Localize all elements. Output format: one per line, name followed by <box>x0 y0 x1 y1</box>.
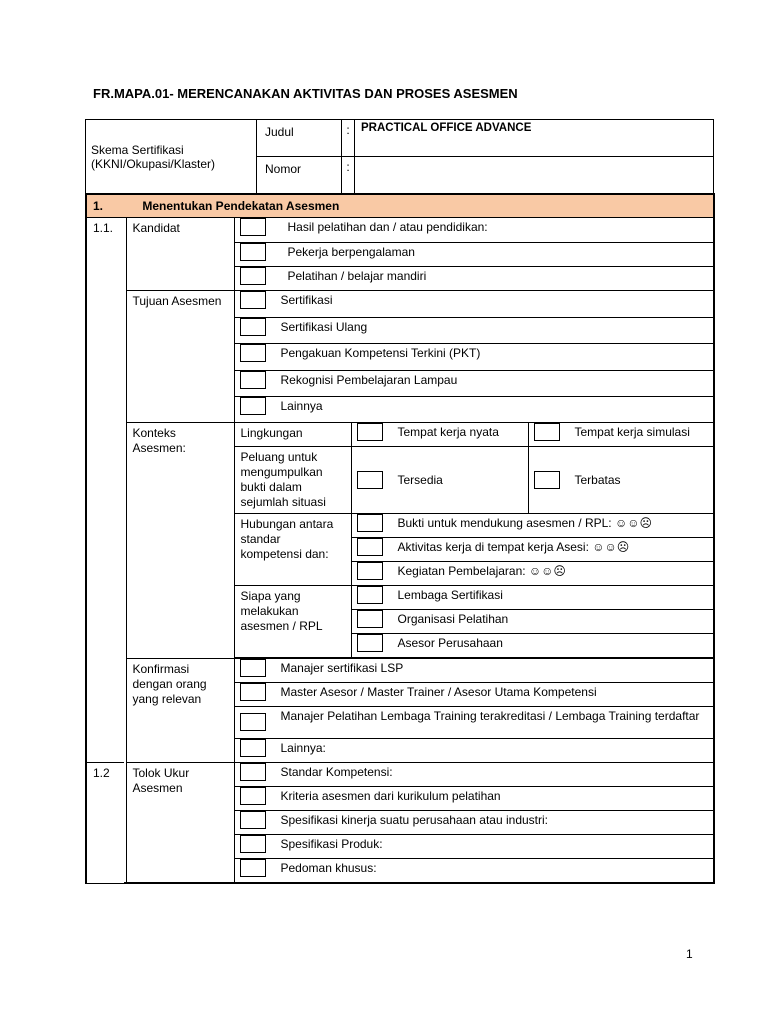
section-title: Menentukan Pendekatan Asesmen <box>142 199 340 213</box>
checkbox[interactable] <box>357 586 383 604</box>
checkbox[interactable] <box>534 471 560 489</box>
checkbox[interactable] <box>357 471 383 489</box>
kandidat-label: Kandidat <box>126 218 234 291</box>
konteks-label: Konteks Asesmen: <box>126 423 234 659</box>
checkbox[interactable] <box>240 318 266 336</box>
checkbox[interactable] <box>357 423 383 441</box>
checkbox[interactable] <box>240 763 266 781</box>
checkbox[interactable] <box>357 538 383 556</box>
checkbox[interactable] <box>240 811 266 829</box>
page-number: 1 <box>686 947 693 961</box>
nomor-colon: : <box>342 157 355 194</box>
tujuan-label: Tujuan Asesmen <box>126 291 234 423</box>
siapa-label: Siapa yang melakukan asesmen / RPL <box>234 586 351 658</box>
judul-value[interactable]: PRACTICAL OFFICE ADVANCE <box>355 120 714 157</box>
checkbox[interactable] <box>240 218 266 236</box>
hubungan-label: Hubungan antara standar kompetensi dan: <box>234 514 351 586</box>
schema-label: Skema Sertifikasi (KKNI/Okupasi/Klaster) <box>86 120 257 194</box>
lingkungan-label: Lingkungan <box>234 423 351 447</box>
checkbox[interactable] <box>357 514 383 532</box>
checkbox[interactable] <box>240 683 266 701</box>
checkbox[interactable] <box>357 634 383 652</box>
judul-label: Judul <box>257 120 342 157</box>
checkbox[interactable] <box>240 659 266 677</box>
schema-table <box>85 119 714 194</box>
checkbox[interactable] <box>240 787 266 805</box>
konfirmasi-label: Konfirmasi dengan orang yang relevan <box>126 659 234 763</box>
sub-number-1-2: 1.2 <box>87 762 124 883</box>
checkbox[interactable] <box>240 371 266 389</box>
checkbox[interactable] <box>240 397 266 415</box>
sub-number-1-1: 1.1. <box>86 218 126 883</box>
nomor-label: Nomor <box>257 157 342 194</box>
assessment-table: 1. Menentukan Pendekatan Asesmen 1.1. Kandidat Hasil pelatihan dan / atau pendidikan: Pekerja berpengalaman Pelatihan / belajar mandiri Tujuan Asesmen Sertifikasi Sertifikasi Ulang Pengakuan Kompetensi Terkini (PKT) Rekognisi Pembelajaran Lampau Lainnya Konteks Asesmen: Lingkungan Tempat kerja nyata Tempat kerja simulasi Peluang untuk mengumpulkan bukti dalam sejumlah situasi Tersedia Terbatas Hubungan antara standar kompetensi dan: Bukti untuk mendukung asesmen / RPL: ☺☺☹ Aktivitas kerja di tempat kerja Asesi: ☺☺☹ Kegiatan Pembelajaran: ☺☺☹ Siapa yang melakukan asesmen / RPL Lembaga Sertifikasi Organisasi Pelatihan Asesor Perusahaan Konfirmasi dengan orang yang relevan Manajer sertifikasi LSP Master Asesor / Master Trainer / Asesor Utama Kompetensi Manajer Pelatihan Lembaga Training terakreditasi / Lembaga Training terdaftar Lainnya: Tolok Ukur Asesmen Standar Kompetensi: Kriteria asesmen dari kurikulum pelatihan Spesifikasi kinerja suatu perusahaan atau industri: Spesifikasi Produk: Pedoman khusus: <box>85 193 715 884</box>
tolok-label: Tolok Ukur Asesmen <box>126 763 234 883</box>
checkbox[interactable] <box>240 713 266 731</box>
checkbox[interactable] <box>357 610 383 628</box>
checkbox[interactable] <box>240 739 266 757</box>
document-title: FR.MAPA.01- MERENCANAKAN AKTIVITAS DAN PROSES ASESMEN <box>93 86 518 101</box>
checkbox[interactable] <box>240 267 266 285</box>
checkbox[interactable] <box>240 835 266 853</box>
checkbox[interactable] <box>534 423 560 441</box>
checkbox[interactable] <box>240 859 266 877</box>
peluang-label: Peluang untuk mengumpulkan bukti dalam sejumlah situasi <box>234 447 351 514</box>
checkbox[interactable] <box>240 243 266 261</box>
section-header <box>86 194 714 218</box>
checkbox[interactable] <box>240 291 266 309</box>
checkbox[interactable] <box>357 562 383 580</box>
section-number: 1. <box>93 199 104 213</box>
checkbox[interactable] <box>240 344 266 362</box>
nomor-value[interactable] <box>355 157 714 194</box>
judul-colon: : <box>342 120 355 157</box>
